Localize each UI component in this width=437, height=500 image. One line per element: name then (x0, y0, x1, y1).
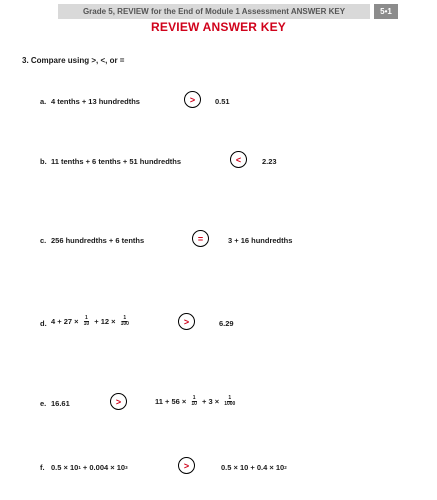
right-expression: 3 + 16 hundredths (228, 236, 293, 245)
left-expression: 16.61 (51, 399, 70, 408)
item-f (40, 457, 430, 477)
module-badge: 5•1 (374, 4, 398, 19)
right-expression: 0.51 (215, 97, 230, 106)
right-expression: 6.29 (219, 319, 234, 328)
fraction: $\frac{1}{100}$ (120, 315, 129, 327)
fraction: $\frac{1}{10}$ (83, 315, 90, 327)
left-expression: 4 + 27 × $\frac{1}{10}$ + 12 × $\frac{1}{100}$ (51, 315, 129, 327)
item-label: b. (40, 157, 47, 166)
fraction: $\frac{1}{10}$ (191, 395, 197, 407)
comparison-symbol: > (110, 393, 127, 410)
comparison-symbol: = (192, 230, 209, 247)
comparison-symbol: > (184, 91, 201, 108)
item-label: f. (40, 463, 45, 472)
item-e (40, 393, 430, 413)
item-label: a. (40, 97, 47, 106)
left-expression: 4 tenths + 13 hundredths (51, 97, 140, 106)
exponent: 2 (284, 465, 287, 470)
item-label: d. (40, 319, 47, 328)
header-bar (58, 4, 370, 19)
question-prompt: 3. Compare using >, <, or = (22, 56, 125, 65)
right-expression: 11 + 56 × $\frac{1}{10}$ + 3 × $\frac{1}{1000}$ (155, 395, 236, 407)
left-expression: 11 tenths + 6 tenths + 51 hundredths (51, 157, 182, 166)
item-d (40, 313, 430, 333)
comparison-symbol: > (178, 313, 195, 330)
left-expression: 0.5 × 10 1 + 0.004 × 10 3 (51, 463, 128, 472)
comparison-symbol: > (178, 457, 195, 474)
item-label: e. (40, 399, 47, 408)
right-expression: 0.5 × 10 + 0.4 × 10 2 (221, 463, 287, 472)
comparison-symbol: < (230, 151, 247, 168)
item-c (40, 230, 430, 250)
header-title: Grade 5, REVIEW for the End of Module 1 Assessment ANSWER KEY (82, 7, 346, 16)
exponent: 1 (78, 465, 81, 470)
exponent: 3 (125, 465, 128, 470)
item-b (40, 151, 430, 171)
left-expression: 256 hundredths + 6 tenths (51, 236, 145, 245)
right-expression: 2.23 (262, 157, 277, 166)
item-a (40, 91, 430, 111)
fraction: $\frac{1}{1000}$ (224, 395, 236, 407)
page-title: REVIEW ANSWER KEY (151, 20, 286, 34)
item-label: c. (40, 236, 47, 245)
